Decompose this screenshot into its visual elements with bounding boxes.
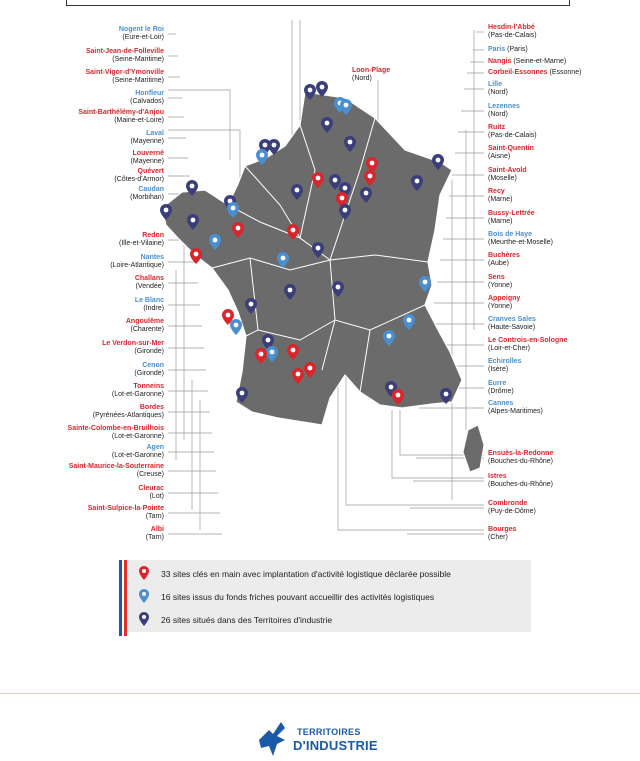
site-dept: (Bouches-du-Rhône) [488,457,553,465]
site-dept: (Nord) [488,88,508,96]
site-name: Quévert [137,168,164,175]
label-right-0 [488,24,537,39]
logo-line2: D'INDUSTRIE [293,738,378,753]
label-right-5 [488,103,520,118]
label-left-19 [0,444,164,459]
site-name: Ensuès-la-Redonne [488,450,554,457]
site-name: Saint-Maurice-la-Souterraine [68,463,164,470]
site-name: Louverné [132,150,164,157]
label-right-11 [488,231,553,246]
label-left-23 [0,526,164,541]
label-left-17 [0,404,164,419]
site-dept: (Aisne) [488,152,511,160]
site-name: Bussy-Lettrée [488,210,535,217]
label-left-5 [0,130,164,145]
red-pin-icon [139,566,149,580]
site-name: Le Controis-en-Sologne [488,337,568,344]
site-name: Istres [488,473,507,480]
site-dept: (Haute-Savoie) [488,323,536,331]
site-name: Honfleur [135,90,164,97]
label-right-6 [488,124,537,139]
label-left-14 [0,340,164,355]
site-dept: (Charente) [130,325,164,333]
site-name: Buchères [488,252,520,259]
label-right-19 [488,400,543,415]
site-name: Nantes [140,254,164,261]
label-left-15 [0,362,164,377]
site-name: Appoigny [488,295,521,302]
site-dept: (Lot-et-Garonne) [111,451,164,459]
site-name: Sens [488,274,505,281]
legend-bar-blue [119,560,122,636]
site-name: Recy [488,188,505,195]
site-dept: (Alpes-Maritimes) [488,407,543,415]
site-name: Caudan [138,186,164,193]
site-dept: (Cher) [488,533,508,541]
site-name: Tonneins [133,383,164,390]
label-left-16 [0,383,164,398]
label-left-11 [0,275,164,290]
site-dept: (Drôme) [488,387,514,395]
site-dept: (Lot) [149,492,164,500]
site-dept: (Yonne) [488,281,513,289]
label-right-2 [488,58,566,66]
site-dept: (Puy-de-Dôme) [488,507,536,515]
label-left-12 [0,297,164,312]
site-name: Le Blanc [134,297,164,304]
site-dept: (Mayenne) [130,137,164,145]
site-dept: (Mayenne) [130,157,164,165]
site-name: Cenon [142,362,164,369]
site-name: Paris [488,46,506,53]
label-right-17 [488,358,521,373]
site-dept: (Eure-et-Loir) [122,33,164,41]
site-dept: (Ille-et-Vilaine) [119,239,164,247]
label-left-9 [0,232,164,247]
site-name: Eurre [488,380,507,387]
site-name: Angoulême [125,318,164,325]
site-dept: (Pas-de-Calais) [488,131,537,139]
site-dept: (Calvados) [130,97,164,105]
site-name: Cleurac [138,485,164,492]
label-right-18 [488,380,514,395]
site-name: Cannes [488,400,514,407]
label-right-1 [488,46,528,54]
corsica [463,425,484,472]
site-dept: (Pyrénées-Atlantiques) [92,411,164,419]
label-left-3 [0,90,164,105]
label-left-7 [0,168,164,183]
site-dept: (Indre) [143,304,164,312]
label-loon-plage: Loon-Plage (Nord) [352,67,391,82]
territoires-industrie-logo [255,716,385,761]
label-left-0 [0,26,164,41]
site-dept: (Nord) [488,110,508,118]
site-name: Redon [142,232,164,239]
label-right-3 [488,69,581,77]
blue-pin-icon [230,319,242,335]
site-dept: (Meurthe-et-Moselle) [488,238,553,246]
site-name: Laval [146,130,164,137]
site-dept: (Lot-et-Garonne) [111,390,164,398]
label-left-21 [0,485,164,500]
site-name: Bois de Haye [488,231,532,238]
site-name: Saint-Barthélémy-d'Anjou [78,109,164,116]
blue-pin-icon [139,589,149,603]
site-name: Lezennes [488,103,520,110]
site-name: Saint-Avold [488,167,527,174]
red-pin-icon [190,248,202,264]
site-dept: (Gironde) [134,369,164,377]
site-dept: (Vendée) [135,282,164,290]
label-left-4 [0,109,164,124]
site-dept: (Tarn) [145,533,164,541]
leader-line [168,90,230,160]
label-right-8 [488,167,527,182]
logo-line1: TERRITOIRES [297,727,361,737]
label-left-8 [0,186,164,201]
site-dept: (Yonne) [488,302,513,310]
site-name: Saint-Sulpice-la-Pointe [87,505,164,512]
label-right-20 [488,450,553,465]
label-left-2 [0,69,164,84]
label-right-23 [488,526,516,541]
site-name: Bordes [139,404,164,411]
label-right-9 [488,188,513,203]
site-name: Combronde [488,500,528,507]
site-name: Saint-Vigor-d'Ymonville [85,69,164,76]
label-right-10 [488,210,535,225]
label-right-14 [488,295,520,310]
site-dept: (Moselle) [488,174,517,182]
site-name: Corbeil-Essonnes [488,69,548,76]
site-dept: (Aube) [488,259,510,267]
label-left-1 [0,48,164,63]
site-name: Challans [134,275,164,282]
site-dept: (Maine-et-Loire) [114,116,164,124]
label-right-7 [488,145,534,160]
site-name: Cranves Sales [488,316,536,323]
footer-divider [0,693,640,694]
label-right-21 [488,473,553,488]
site-dept: (Loire-Atlantique) [110,261,164,269]
legend: 33 sites clés en main avec implantation d'activité logistique déclarée possible 16 sites issus du fonds friches pouvant accueillir des activités logistiques 26 sites situés dans des Territoires d'industrie [125,560,531,632]
site-dept: (Loir-et-Cher) [488,344,531,352]
site-name: Nangis [488,58,512,65]
label-left-13 [0,318,164,333]
label-right-12 [488,252,520,267]
site-dept: (Essonne) [549,69,582,76]
site-dept: (Bouches-du-Rhône) [488,480,553,488]
site-dept: (Marne) [488,195,513,203]
site-dept: (Seine-Maritime) [112,55,164,63]
site-name: Hesdin-l'Abbé [488,24,535,31]
label-left-22 [0,505,164,520]
legend-bar-red [124,560,127,636]
site-name: Le Verdon-sur-Mer [102,340,164,347]
label-left-6 [0,150,164,165]
label-left-10 [0,254,164,269]
site-name: Ruitz [488,124,506,131]
label-left-18 [0,425,164,440]
label-right-22 [488,500,536,515]
label-right-4 [488,81,508,96]
site-name: Saint-Jean-de-Folleville [85,48,164,55]
site-dept: (Isère) [488,365,509,373]
site-name: Agen [146,444,164,451]
site-dept: (Lot-et-Garonne) [111,432,164,440]
site-dept: (Marne) [488,217,513,225]
navy-pin-icon [139,612,149,626]
site-name: Echirolles [488,358,522,365]
site-dept: (Tarn) [145,512,164,520]
site-name: Saint-Quentin [488,145,534,152]
label-right-15 [488,316,536,331]
label-right-16 [488,337,567,352]
site-dept: (Paris) [507,46,528,53]
site-dept: (Morbihan) [130,193,164,201]
label-left-20 [0,463,164,478]
site-name: Nogent le Roi [118,26,164,33]
site-name: Albi [150,526,164,533]
site-dept: (Côtes-d'Armor) [114,175,164,183]
site-dept: (Seine-et-Marne) [513,58,567,65]
site-name: Lille [488,81,503,88]
site-dept: (Pas-de-Calais) [488,31,537,39]
site-dept: (Gironde) [134,347,164,355]
site-name: Sainte-Colombe-en-Bruilhois [67,425,164,432]
site-name: Bourges [488,526,517,533]
site-dept: (Creuse) [136,470,164,478]
label-right-13 [488,274,512,289]
bird-icon [255,718,295,758]
site-dept: (Seine-Maritime) [112,76,164,84]
